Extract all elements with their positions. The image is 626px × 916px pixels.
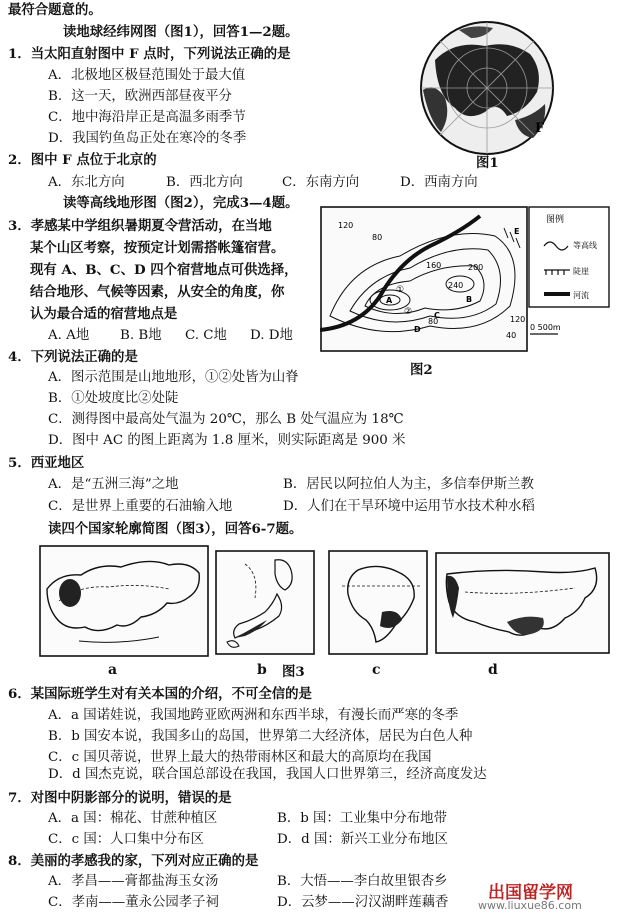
globe-figure xyxy=(415,20,560,160)
legend-title: 图例 xyxy=(546,215,565,225)
q2-option-d: D．西南方向 xyxy=(400,175,478,190)
contour-label-120-top: 120 xyxy=(338,221,354,230)
q1-option-b: B．这一天，欧洲西部昼夜平分 xyxy=(48,89,232,104)
intro-text: 最符合题意的。 xyxy=(8,2,102,18)
q7-option-d: D．d 国：新兴工业分布地区 xyxy=(277,832,448,847)
q3-stem-line1: 3．孝感某中学组织暑期夏令营活动，在当地 xyxy=(8,218,272,234)
section1-instruction: 读地球经纬网图（图1），回答1—2题。 xyxy=(63,24,299,40)
contour-label-200: 200 xyxy=(468,263,484,272)
point-c: C xyxy=(434,311,440,320)
q6-option-d: D．d 国杰克说，联合国总部设在我国，我国人口世界第三，经济高度发达 xyxy=(48,767,487,782)
globe-point-f: F xyxy=(535,121,545,136)
contour-label-120-right: 120 xyxy=(510,315,526,324)
q1-option-a: A．北极地区极昼范围处于最大值 xyxy=(48,68,246,83)
legend-cliff: 陡崖 xyxy=(573,267,589,276)
q4-option-a: A．图示范围是山地地形，①②处皆为山脊 xyxy=(48,370,299,385)
map-d-usa xyxy=(435,552,610,654)
figure1-caption: 图1 xyxy=(476,155,499,171)
q3-option-a: A. A地 xyxy=(48,328,90,343)
q4-stem: 4．下列说法正确的是 xyxy=(8,349,138,365)
q8-option-d: D．云梦——汈汉湖畔莲藕香 xyxy=(277,895,449,910)
q3-stem-line2: 某个山区考察，按预定计划需搭帐篷宿营。 xyxy=(30,240,285,256)
contour-label-80-bottom: 80 xyxy=(428,317,439,326)
q5-option-a: A．是“五洲三海”之地 xyxy=(48,477,179,492)
q3-stem-line4: 结合地形、气候等因素，从安全的角度，你 xyxy=(30,284,285,300)
q3-option-b: B. B地 xyxy=(120,328,162,343)
map-label-b: b xyxy=(257,662,267,678)
point-d: D xyxy=(414,325,421,334)
legend-river: 河流 xyxy=(573,291,589,300)
contour-map-figure xyxy=(320,206,528,352)
scale-label: 0 500m xyxy=(530,323,561,332)
q4-option-c: C．测得图中最高处气温为 20℃，那么 B 处气温应为 18℃ xyxy=(48,412,404,427)
q2-option-a: A．东北方向 xyxy=(48,175,125,190)
q7-option-a: A．a 国：棉花、甘蔗种植区 xyxy=(48,811,218,826)
map-label-d: d xyxy=(488,662,498,678)
q3-stem-line3: 现有 A、B、C、D 四个宿营地点可供选择， xyxy=(30,262,298,278)
map-label-a: a xyxy=(108,662,118,678)
contour-label-160: 160 xyxy=(426,261,442,270)
q3-stem-line5: 认为最合适的宿营地点是 xyxy=(30,306,178,322)
circle-label-1: ① xyxy=(396,285,405,295)
q2-option-b: B．西北方向 xyxy=(166,175,243,190)
q1-stem: 1．当太阳直射图中 F 点时，下列说法正确的是 xyxy=(8,46,291,62)
contour-label-80-top: 80 xyxy=(372,233,383,242)
point-a: A xyxy=(386,296,393,305)
q5-option-d: D．人们在干旱环境中运用节水技术种水稻 xyxy=(283,499,535,514)
contour-legend xyxy=(528,206,610,352)
q6-stem: 6．某国际班学生对有关本国的介绍，不可全信的是 xyxy=(8,686,312,702)
q4-option-b: B．①处坡度比②处陡 xyxy=(48,391,179,406)
q8-option-a: A．孝昌——膏都盐海玉女汤 xyxy=(48,874,219,889)
legend-contour: 等高线 xyxy=(573,241,597,250)
figure2-caption: 图2 xyxy=(410,362,433,378)
q1-option-c: C．地中海沿岸正是高温多雨季节 xyxy=(48,110,246,125)
section3-instruction: 读四个国家轮廓简图（图3），回答6-7题。 xyxy=(48,521,303,537)
q8-option-c: C．孝南——董永公园孝子祠 xyxy=(48,895,219,910)
q3-option-d: D. D地 xyxy=(250,328,293,343)
q7-option-b: B．b 国：工业集中分布地带 xyxy=(277,811,447,826)
q4-option-d: D．图中 AC 的图上距离为 1.8 厘米，则实际距离是 900 米 xyxy=(48,433,406,448)
q6-option-b: B．b 国安本说，我国多山的岛国，世界第二大经济体，居民为白色人种 xyxy=(48,729,473,744)
q7-option-c: C．c 国：人口集中分布区 xyxy=(48,832,204,847)
point-e: E xyxy=(514,227,520,236)
section2-instruction: 读等高线地形图（图2），完成3—4题。 xyxy=(63,195,299,211)
q7-stem: 7．对图中阴影部分的说明，错误的是 xyxy=(8,790,232,806)
contour-label-40: 40 xyxy=(506,331,517,340)
point-b: B xyxy=(466,295,473,304)
map-label-c: c xyxy=(372,662,381,678)
q8-option-b: B．大悟——李白故里银杏乡 xyxy=(277,874,448,889)
figure3-caption: 图3 xyxy=(282,664,305,680)
q5-option-c: C．是世界上重要的石油输入地 xyxy=(48,499,233,514)
q3-option-c: C. C地 xyxy=(185,328,227,343)
map-c-brazil xyxy=(328,550,428,655)
watermark-cn: 出国留学网 xyxy=(488,883,573,903)
watermark-url: www.liuxue86.com xyxy=(478,899,582,912)
map-b-japan xyxy=(215,550,315,655)
q8-stem: 8．美丽的孝感我的家，下列对应正确的是 xyxy=(8,853,259,869)
q2-stem: 2．图中 F 点位于北京的 xyxy=(8,152,157,168)
q2-option-c: C．东南方向 xyxy=(282,175,360,190)
q5-stem: 5．西亚地区 xyxy=(8,455,85,471)
map-a-russia xyxy=(39,545,209,657)
q6-option-a: A．a 国诺娃说，我国地跨亚欧两洲和东西半球，有漫长而严寒的冬季 xyxy=(48,708,459,723)
circle-label-2: ② xyxy=(404,307,413,317)
contour-label-240: 240 xyxy=(448,281,464,290)
q6-option-c: C．c 国贝蒂说，世界上最大的热带雨林区和最大的高原均在我国 xyxy=(48,750,432,765)
q5-option-b: B．居民以阿拉伯人为主，多信奉伊斯兰教 xyxy=(283,477,534,492)
q1-option-d: D．我国钓鱼岛正处在寒冷的冬季 xyxy=(48,131,247,146)
